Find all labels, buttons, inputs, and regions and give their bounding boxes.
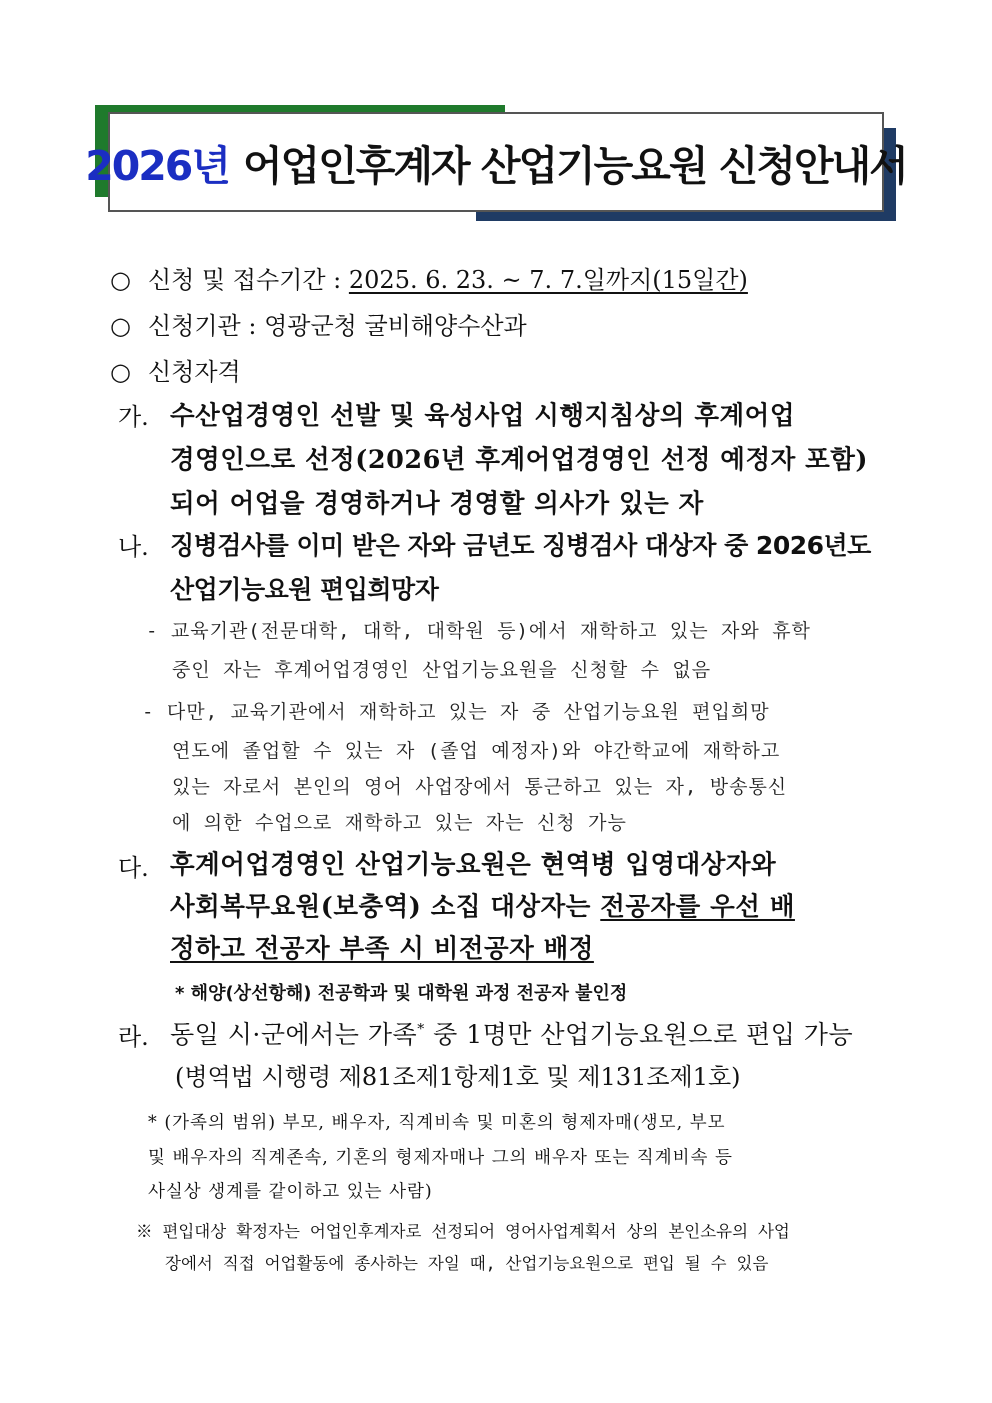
circle-bullet-icon: ○ — [110, 266, 131, 294]
item-da-line-underlined: 정하고 전공자 부족 시 비전공자 배정 — [170, 934, 594, 964]
item-na-sub1-line: 중인 자는 후계어업경영인 산업기능요원을 신청할 수 없음 — [172, 659, 712, 681]
item-da-line: 후계어업경영인 산업기능요원은 현역병 입영대상자와 — [170, 850, 777, 880]
item-ra-line — [170, 1015, 853, 1051]
page-title — [85, 112, 907, 212]
item-da-line2-text: 사회복무요원(보충역) 소집 대상자는 — [170, 892, 601, 922]
item-ra-line1-rest: 중 1명만 산업기능요원으로 편입 가능 — [424, 1020, 854, 1049]
item-na-sub2-line: 있는 자로서 본인의 영어 사업장에서 통근하고 있는 자, 방송통신 — [172, 776, 788, 798]
item-ga-line: 경영인으로 선정(2026년 후계어업경영인 선정 예정자 포함) — [170, 445, 868, 475]
item-na-sub2-line: - 다만, 교육기관에서 재학하고 있는 자 중 산업기능요원 편입희망 — [142, 701, 770, 723]
footnote-line: ※ 편입대상 확정자는 어업인후계자로 선정되어 영어사업계획서 상의 본인소유의 사업 — [136, 1222, 790, 1241]
item-ra-note-line: 사실상 생계를 같이하고 있는 사람) — [148, 1182, 433, 1202]
item-ra-marker: 라. — [118, 1023, 149, 1051]
info-period — [110, 260, 748, 295]
item-na-line: 징병검사를 이미 받은 자와 금년도 징병검사 대상자 중 2026년도 — [170, 531, 871, 560]
item-ga-line: 수산업경영인 선발 및 육성사업 시행지침상의 후계어업 — [170, 401, 795, 431]
info-qualification — [110, 352, 241, 387]
info-agency — [110, 306, 527, 341]
title-text: 어업인후계자 산업기능요원 신청안내서 — [242, 141, 907, 190]
circle-bullet-icon: ○ — [110, 312, 131, 340]
item-na-sub2-line: 연도에 졸업할 수 있는 자 (졸업 예정자)와 야간학교에 재학하고 — [172, 740, 781, 762]
item-ga-line: 되어 어업을 경영하거나 경영할 의사가 있는 자 — [170, 489, 704, 519]
info-period-value: 2025. 6. 23. ~ 7. 7.일까지(15일간) — [348, 266, 748, 294]
item-na-marker: 나. — [118, 533, 149, 561]
footnote-line: 장에서 직접 어업활동에 종사하는 자일 때, 산업기능요원으로 편입 될 수 있음 — [165, 1254, 769, 1273]
item-ra-note-line: 및 배우자의 직계존속, 기혼의 형제자매나 그의 배우자 또는 직계비속 등 — [148, 1148, 733, 1168]
footnote-mark: * — [417, 1021, 425, 1038]
item-da-line — [170, 887, 795, 923]
item-na-sub1-line: - 교육기관(전문대학, 대학, 대학원 등)에서 재학하고 있는 자와 휴학 — [146, 620, 811, 642]
circle-bullet-icon: ○ — [110, 358, 131, 386]
item-da-underlined: 전공자를 우선 배 — [600, 892, 795, 922]
info-period-label: 신청 및 접수기간 : — [148, 266, 349, 294]
info-qualification-label: 신청자격 — [148, 358, 241, 386]
item-da-note: * 해양(상선항해) 전공학과 및 대학원 과정 전공자 불인정 — [175, 983, 628, 1004]
item-na-sub2-line: 에 의한 수업으로 재학하고 있는 자는 신청 가능 — [172, 812, 627, 834]
item-ra-line1-text: 동일 시·군에서는 가족 — [170, 1020, 418, 1049]
title-year: 2026년 — [85, 141, 229, 190]
item-da-marker: 다. — [118, 854, 149, 882]
item-ga-marker: 가. — [118, 403, 149, 431]
item-na-line: 산업기능요원 편입희망자 — [170, 575, 439, 604]
item-ra-note-line: * (가족의 범위) 부모, 배우자, 직계비속 및 미혼의 형제자매(생모, 부모 — [148, 1113, 726, 1133]
item-ra-law: (병역법 시행령 제81조제1항제1호 및 제131조제1호) — [175, 1063, 741, 1091]
info-agency-label: 신청기관 : 영광군청 굴비해양수산과 — [148, 312, 527, 340]
